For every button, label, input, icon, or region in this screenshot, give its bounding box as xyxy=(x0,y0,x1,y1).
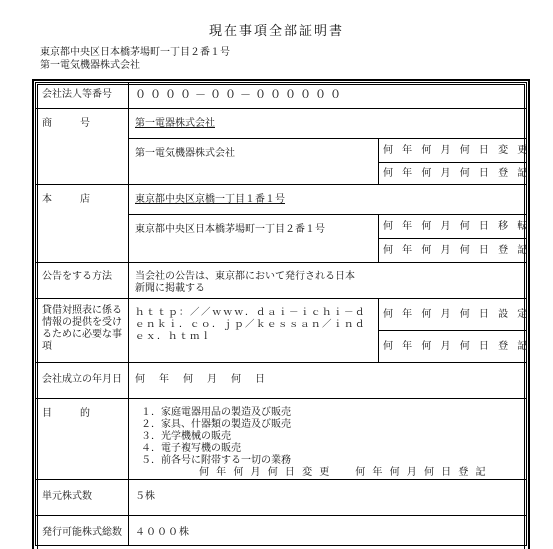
trade-name-label: 商 号 xyxy=(36,109,129,185)
balance-sheet-label-1: 貸借対照表に係る xyxy=(42,305,122,316)
head-office-previous: 東京都中央区日本橋茅場町一丁目２番１号 xyxy=(129,215,379,263)
public-notice-line-1: 当会社の公告は、東京都において発行される日本 xyxy=(135,271,355,282)
row-purpose xyxy=(36,399,527,480)
row-unit-shares xyxy=(36,480,527,516)
balance-sheet-url-1: ｈｔｔｐ：／／ｗｗｗ．ｄａｉ－ｉｃｈｉ－ｄ xyxy=(135,307,367,318)
balance-sheet-url-2: ｅｎｋｉ．ｃｏ．ｊｐ／ｋｅｓｓａｎ／ｉｎｄ xyxy=(135,319,367,330)
head-office-current: 東京都中央区京橋一丁目１番１号 xyxy=(135,194,285,205)
corp-number-label: 会社法人等番号 xyxy=(36,83,129,109)
row-balance-sheet xyxy=(36,299,527,331)
public-notice-label: 公告をする方法 xyxy=(36,263,129,299)
purpose-item: ２．家具、什器類の製造及び販売 xyxy=(141,419,291,430)
purpose-label: 目 的 xyxy=(36,399,129,480)
corp-number-value: ００００－００－００００００ xyxy=(129,83,527,109)
purpose-item: ４．電子複写機の販売 xyxy=(141,443,241,454)
balance-sheet-set-note: 何 年 何 月 何 日 設 定 xyxy=(379,299,527,331)
row-head-office xyxy=(36,185,527,215)
row-established xyxy=(36,363,527,399)
row-authorized-shares xyxy=(36,516,527,546)
public-notice-line-2: 新聞に掲載する xyxy=(135,283,205,294)
purpose-list xyxy=(129,399,527,480)
row-public-notice xyxy=(36,263,527,299)
trade-name-registered-note: 何 年 何 月 何 日 登 記 xyxy=(379,163,527,185)
purpose-item: ５．前各号に附帯する一切の業務 xyxy=(141,455,291,466)
established-value: 何 年 何 月 何 日 xyxy=(129,363,527,399)
purpose-item: １．家庭電器用品の製造及び販売 xyxy=(141,407,291,418)
unit-shares-label: 単元株式数 xyxy=(36,480,129,516)
row-trade-name xyxy=(36,109,527,139)
balance-sheet-label-4: 項 xyxy=(42,341,52,352)
trade-name-previous: 第一電気機器株式会社 xyxy=(129,139,379,185)
authorized-shares-value: ４０００株 xyxy=(129,516,527,546)
balance-sheet-url xyxy=(129,299,379,363)
balance-sheet-url-3: ｅｘ．ｈｔｍｌ xyxy=(135,331,213,342)
registry-table xyxy=(35,82,531,546)
header-company-name: 第一電気機器株式会社 xyxy=(40,60,140,71)
head-office-moved-note: 何 年 何 月 何 日 移 転 xyxy=(379,215,527,239)
purpose-note: 何 年 何 月 何 日 変 更 何 年 何 月 何 日 登 記 xyxy=(199,467,488,478)
established-label: 会社成立の年月日 xyxy=(36,363,129,399)
head-office-registered-note: 何 年 何 月 何 日 登 記 xyxy=(379,239,527,263)
document-title: 現在事項全部証明書 xyxy=(208,24,344,39)
header-address: 東京都中央区日本橋茅場町一丁目２番１号 xyxy=(40,47,230,58)
purpose-item: ３．光学機械の販売 xyxy=(141,431,231,442)
balance-sheet-label-3: るために必要な事 xyxy=(42,329,122,340)
balance-sheet-label-2: 情報の提供を受け xyxy=(42,317,122,328)
authorized-shares-label: 発行可能株式総数 xyxy=(36,516,129,546)
row-corp-number xyxy=(36,83,527,109)
balance-sheet-registered-note: 何 年 何 月 何 日 登 記 xyxy=(379,331,527,363)
trade-name-changed-note: 何 年 何 月 何 日 変 更 xyxy=(379,139,527,163)
unit-shares-value: ５株 xyxy=(129,480,527,516)
trade-name-current: 第一電器株式会社 xyxy=(135,118,215,129)
balance-sheet-label xyxy=(36,299,129,363)
head-office-label: 本 店 xyxy=(36,185,129,263)
public-notice-value xyxy=(129,263,527,299)
